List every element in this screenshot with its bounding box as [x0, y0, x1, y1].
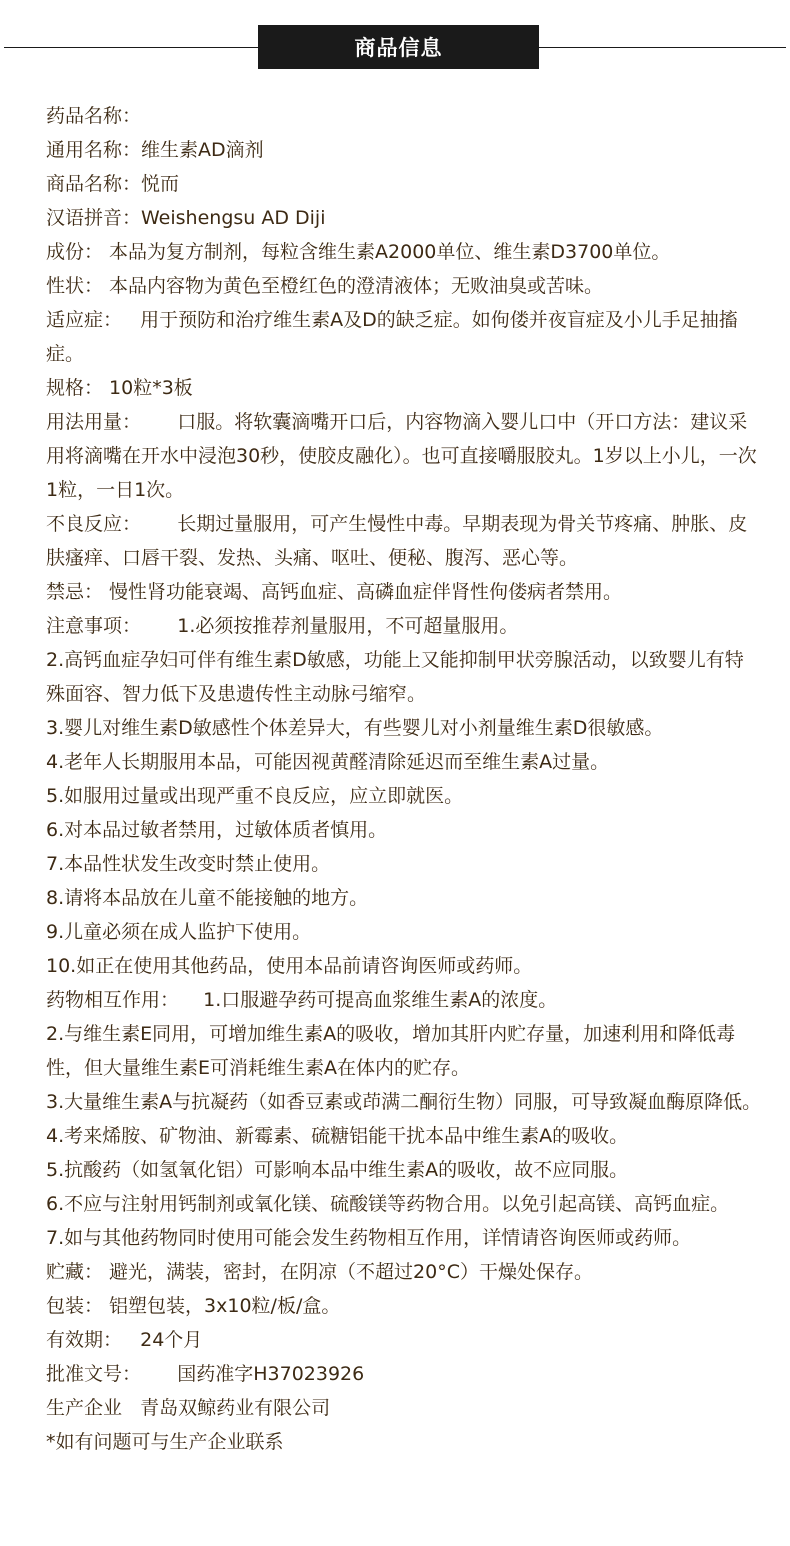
info-line: 用法用量： 口服。将软囊滴嘴开口后，内容物滴入婴儿口中（开口方法：建议采用将滴嘴在开水中浸泡30秒，使胶皮融化）。也可直接嚼服胶丸。1岁以上小儿，一次1粒，一日1次。 [46, 411, 757, 501]
info-line: 3.大量维生素A与抗凝药（如香豆素或茚满二酮衍生物）同服，可导致凝血酶原降低。 [46, 1091, 762, 1113]
section-title: 商品信息 [258, 25, 539, 69]
section-header [0, 0, 790, 90]
info-line: 包装： 铝塑包装，3x10粒/板/盒。 [46, 1295, 341, 1317]
info-line: 2.高钙血症孕妇可伴有维生素D敏感，功能上又能抑制甲状旁腺活动，以致婴儿有特殊面容、智力低下及患遗传性主动脉弓缩窄。 [46, 649, 744, 705]
info-line: 注意事项： 1.必须按推荐剂量服用，不可超量服用。 [46, 615, 519, 637]
info-line: 2.与维生素E同用，可增加维生素A的吸收，增加其肝内贮存量，加速利用和降低毒性，但大量维生素E可消耗维生素A在体内的贮存。 [46, 1023, 736, 1079]
info-line: 不良反应： 长期过量服用，可产生慢性中毒。早期表现为骨关节疼痛、肿胀、皮肤瘙痒、口唇干裂、发热、头痛、呕吐、便秘、腹泻、恶心等。 [46, 513, 748, 569]
info-line: 禁忌： 慢性肾功能衰竭、高钙血症、高磷血症伴肾性佝偻病者禁用。 [46, 581, 623, 603]
info-line: 药品名称： [46, 105, 142, 127]
info-line: 性状： 本品内容物为黄色至橙红色的澄清液体；无败油臭或苦味。 [46, 275, 604, 297]
info-line: 7.如与其他药物同时使用可能会发生药物相互作用，详情请咨询医师或药师。 [46, 1227, 692, 1249]
info-line: 6.对本品过敏者禁用，过敏体质者慎用。 [46, 819, 388, 841]
info-line: 通用名称：维生素AD滴剂 [46, 139, 264, 161]
info-line: 4.老年人长期服用本品，可能因视黄醛清除延迟而至维生素A过量。 [46, 751, 610, 773]
product-info-body [46, 99, 762, 1459]
info-line: 10.如正在使用其他药品，使用本品前请咨询医师或药师。 [46, 955, 533, 977]
info-line: 规格： 10粒*3板 [46, 377, 193, 399]
info-line: 3.婴儿对维生素D敏感性个体差异大，有些婴儿对小剂量维生素D很敏感。 [46, 717, 664, 739]
info-line: 5.抗酸药（如氢氧化铝）可影响本品中维生素A的吸收，故不应同服。 [46, 1159, 629, 1181]
info-line: 批准文号： 国药准字H37023926 [46, 1363, 365, 1385]
info-line: 汉语拼音：Weishengsu AD Diji [46, 207, 326, 229]
info-line: 6.不应与注射用钙制剂或氧化镁、硫酸镁等药物合用。以免引起高镁、高钙血症。 [46, 1193, 730, 1215]
info-line: 适应症： 用于预防和治疗维生素A及D的缺乏症。如佝偻并夜盲症及小儿手足抽搐症。 [46, 309, 738, 365]
info-line: *如有问题可与生产企业联系 [46, 1431, 284, 1453]
info-line: 成份： 本品为复方制剂，每粒含维生素A2000单位、维生素D3700单位。 [46, 241, 671, 263]
info-line: 贮藏： 避光，满装，密封，在阴凉（不超过20°C）干燥处保存。 [46, 1261, 593, 1283]
info-line: 有效期： 24个月 [46, 1329, 203, 1351]
info-line: 4.考来烯胺、矿物油、新霉素、硫糖铝能干扰本品中维生素A的吸收。 [46, 1125, 629, 1147]
info-line: 9.儿童必须在成人监护下使用。 [46, 921, 312, 943]
info-line: 7.本品性状发生改变时禁止使用。 [46, 853, 331, 875]
info-line: 商品名称：悦而 [46, 173, 180, 195]
info-line: 生产企业 青岛双鲸药业有限公司 [46, 1397, 331, 1419]
info-line: 药物相互作用： 1.口服避孕药可提高血浆维生素A的浓度。 [46, 989, 558, 1011]
info-line: 5.如服用过量或出现严重不良反应，应立即就医。 [46, 785, 464, 807]
info-line: 8.请将本品放在儿童不能接触的地方。 [46, 887, 369, 909]
